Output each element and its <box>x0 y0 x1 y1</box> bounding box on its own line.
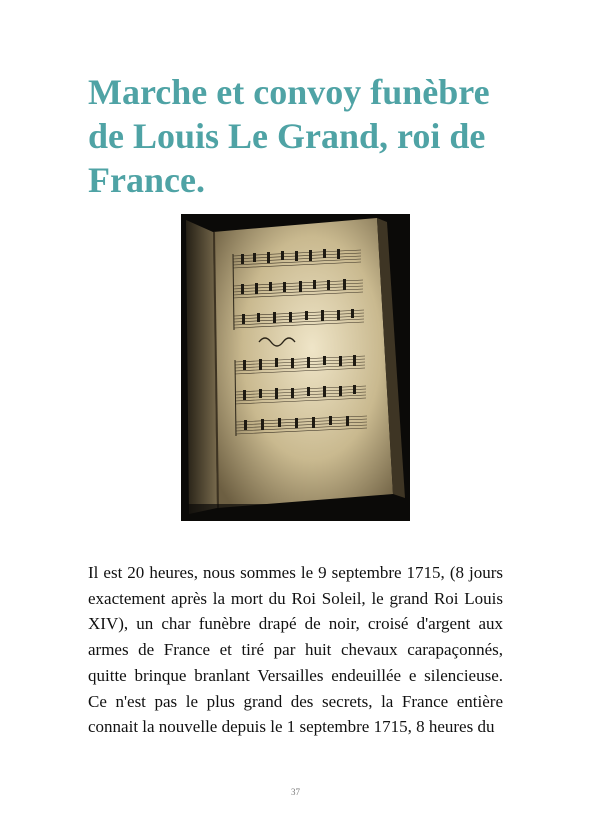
page-title: Marche et convoy funèbre de Louis Le Grand, roi de France. <box>88 72 490 200</box>
music-manuscript-photo <box>181 214 410 521</box>
body-paragraph: Il est 20 heures, nous sommes le 9 septembre 1715, (8 jours exactement après la mort du Roi Soleil, le grand Roi Louis XIV), un char funèbre drapé de noir, croisé d'argent aux armes de France et tiré par huit chevaux carapaçonnés, quitte brinque branlant Versailles endeuillée e silencieuse. Ce n'est pas le plus grand des secrets, la France entière connait la nouvelle depuis le 1 septembre 1715, 8 heures du <box>88 563 503 737</box>
manuscript-illustration <box>181 214 410 521</box>
page-number: 37 <box>291 787 300 797</box>
